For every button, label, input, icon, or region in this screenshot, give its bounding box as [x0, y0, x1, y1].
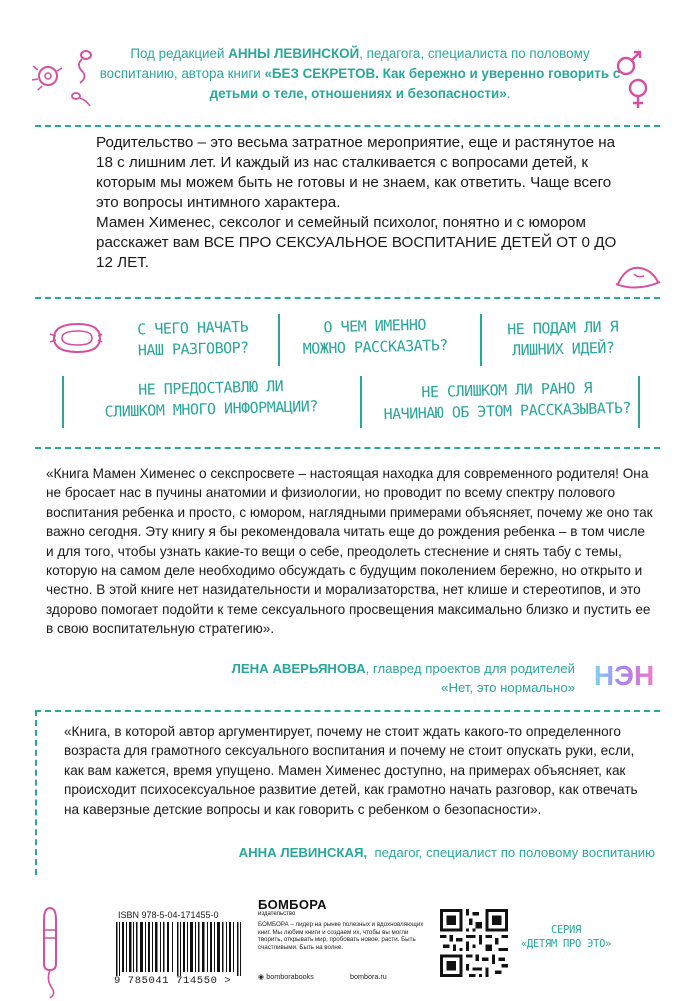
nen-logo [592, 658, 656, 692]
divider-lower [35, 447, 660, 449]
quote-levinskaya: «Книга, в которой автор аргументирует, почему не стоит ждать какого-то определенного возраста для грамотного сексуального воспитания и почему не стоит опускать руки, если, как вам кажется, время упущено. Мамен Хименес доступно, на примерах объясняет, как происходит психосексуальное развитие детей, как грамотно начать разговор, как отвечать на каверзные детские вопросы и как говорить с ребенком о безопасности». [64, 724, 638, 817]
pad-doodle-icon [48, 318, 104, 360]
publisher-description: БОМБОРА – лидер на рынке полезных и вдохновляющих книг. Мы любим книги и создаем их, чтобы вы могли творить, открывать мир, пробовать новое, расти. Быть счастливыми. Быть на волне. [258, 921, 424, 951]
intro-paragraph-2: Мамен Хименес, сексолог и семейный психолог, понятно и с юмором расскажет вам ВСЕ ПРО СЕКСУАЛЬНОЕ ВОСПИТАНИЕ ДЕТЕЙ ОТ 0 ДО 12 ЛЕТ. [96, 214, 617, 271]
question-4: НЕ ПРЕДОСТАВЛЮ ЛИ СЛИШКОМ МНОГО ИНФОРМАЦИИ? [104, 377, 319, 421]
publisher-name: БОМБОРА [258, 897, 327, 912]
series-label: СЕРИЯ «ДЕТЯМ ПРО ЭТО» [520, 924, 612, 950]
signature-levinskaya: АННА ЛЕВИНСКАЯ, педагог, специалист по половому воспитанию [238, 845, 655, 860]
question-5: НЕ СЛИШКОМ ЛИ РАНО Я НАЧИНАЮ ОБ ЭТОМ РАССКАЗЫВАТЬ? [383, 378, 632, 424]
question-divider-5 [638, 376, 640, 428]
signature-averyanova: ЛЕНА АВЕРЬЯНОВА, главред проектов для родителей «Нет, это нормально» [231, 661, 575, 695]
publisher-site: bombora.ru [350, 972, 387, 981]
quote-averyanova: «Книга Мамен Хименес о секспросвете – настоящая находка для современного родителя! Она не бросает нас в пучины анатомии и физиологии, но проводит по всему спектру полового воспитания ребенка и просто, с юмором, наглядными примерами объясняет, почему же оно так важно сегодня. Эту книгу я бы рекомендовала читать еще до рождения ребенка – в том числе и для того, чтобы узнать какие-то вещи о себе, преодолеть стеснение и снять табу с темы, которую на самом деле необходимо обсуждать с будущим поколением бережно, но открыто и честно. В этой книге нет назидательности и морализаторства, нет клише и стереотипов, и это здорово помогает подойти к теме сексуального просвещения максимально близко и пустить ее в свою воспитательную стратегию». [46, 466, 653, 637]
barcode-digits: 9 785041 714550 > [114, 975, 232, 987]
publisher-subtitle: издательство [258, 911, 296, 917]
social-handle: ◉ bomborabooks [258, 972, 314, 981]
intro-paragraph-1: Родительство – это весьма затратное мероприятие, еще и растянутое на 18 с лишним лет. И каждый из нас сталкивается с вопросами детей, к которым мы можем быть не готовы и не знаем, как ответить. Чаще всего это вопросы интимного характера. [96, 134, 616, 211]
intro-text [96, 133, 626, 273]
question-divider-2 [480, 314, 482, 366]
nen-logo-text: НЭН [593, 660, 655, 691]
tampon-doodle-icon [30, 900, 70, 1000]
gender-symbols-icon [608, 44, 664, 116]
isbn: ISBN 978-5-04-171455-0 [118, 910, 219, 920]
divider-middle [35, 297, 660, 299]
editor-note: Под редакцией АННЫ ЛЕВИНСКОЙ, педагога, специалиста по половому воспитанию, автора книги «БЕЗ СЕКРЕТОВ. Как бережно и уверенно говорить с детьми о теле, отношениях и безопасности». [99, 46, 621, 101]
question-divider-3 [62, 376, 64, 428]
qr-code [440, 909, 508, 977]
question-1: С ЧЕГО НАЧАТЬ НАШ РАЗГОВОР? [137, 317, 249, 360]
question-3: НЕ ПОДАМ ЛИ Я ЛИШНИХ ИДЕЙ? [507, 317, 619, 360]
condom-doodle-icon [614, 258, 662, 292]
question-2: О ЧЕМ ИМЕННО МОЖНО РАССКАЗАТЬ? [302, 315, 448, 358]
editor-name: АННЫ ЛЕВИНСКОЙ [228, 46, 360, 61]
book-title: «БЕЗ СЕКРЕТОВ. Как бережно и уверенно говорить с детьми о теле, отношениях и безопасности» [209, 66, 621, 101]
barcode [114, 922, 246, 976]
social-icon: ◉ [258, 972, 267, 981]
divider-top [35, 125, 660, 127]
question-divider-1 [278, 314, 280, 366]
question-divider-4 [360, 376, 362, 428]
